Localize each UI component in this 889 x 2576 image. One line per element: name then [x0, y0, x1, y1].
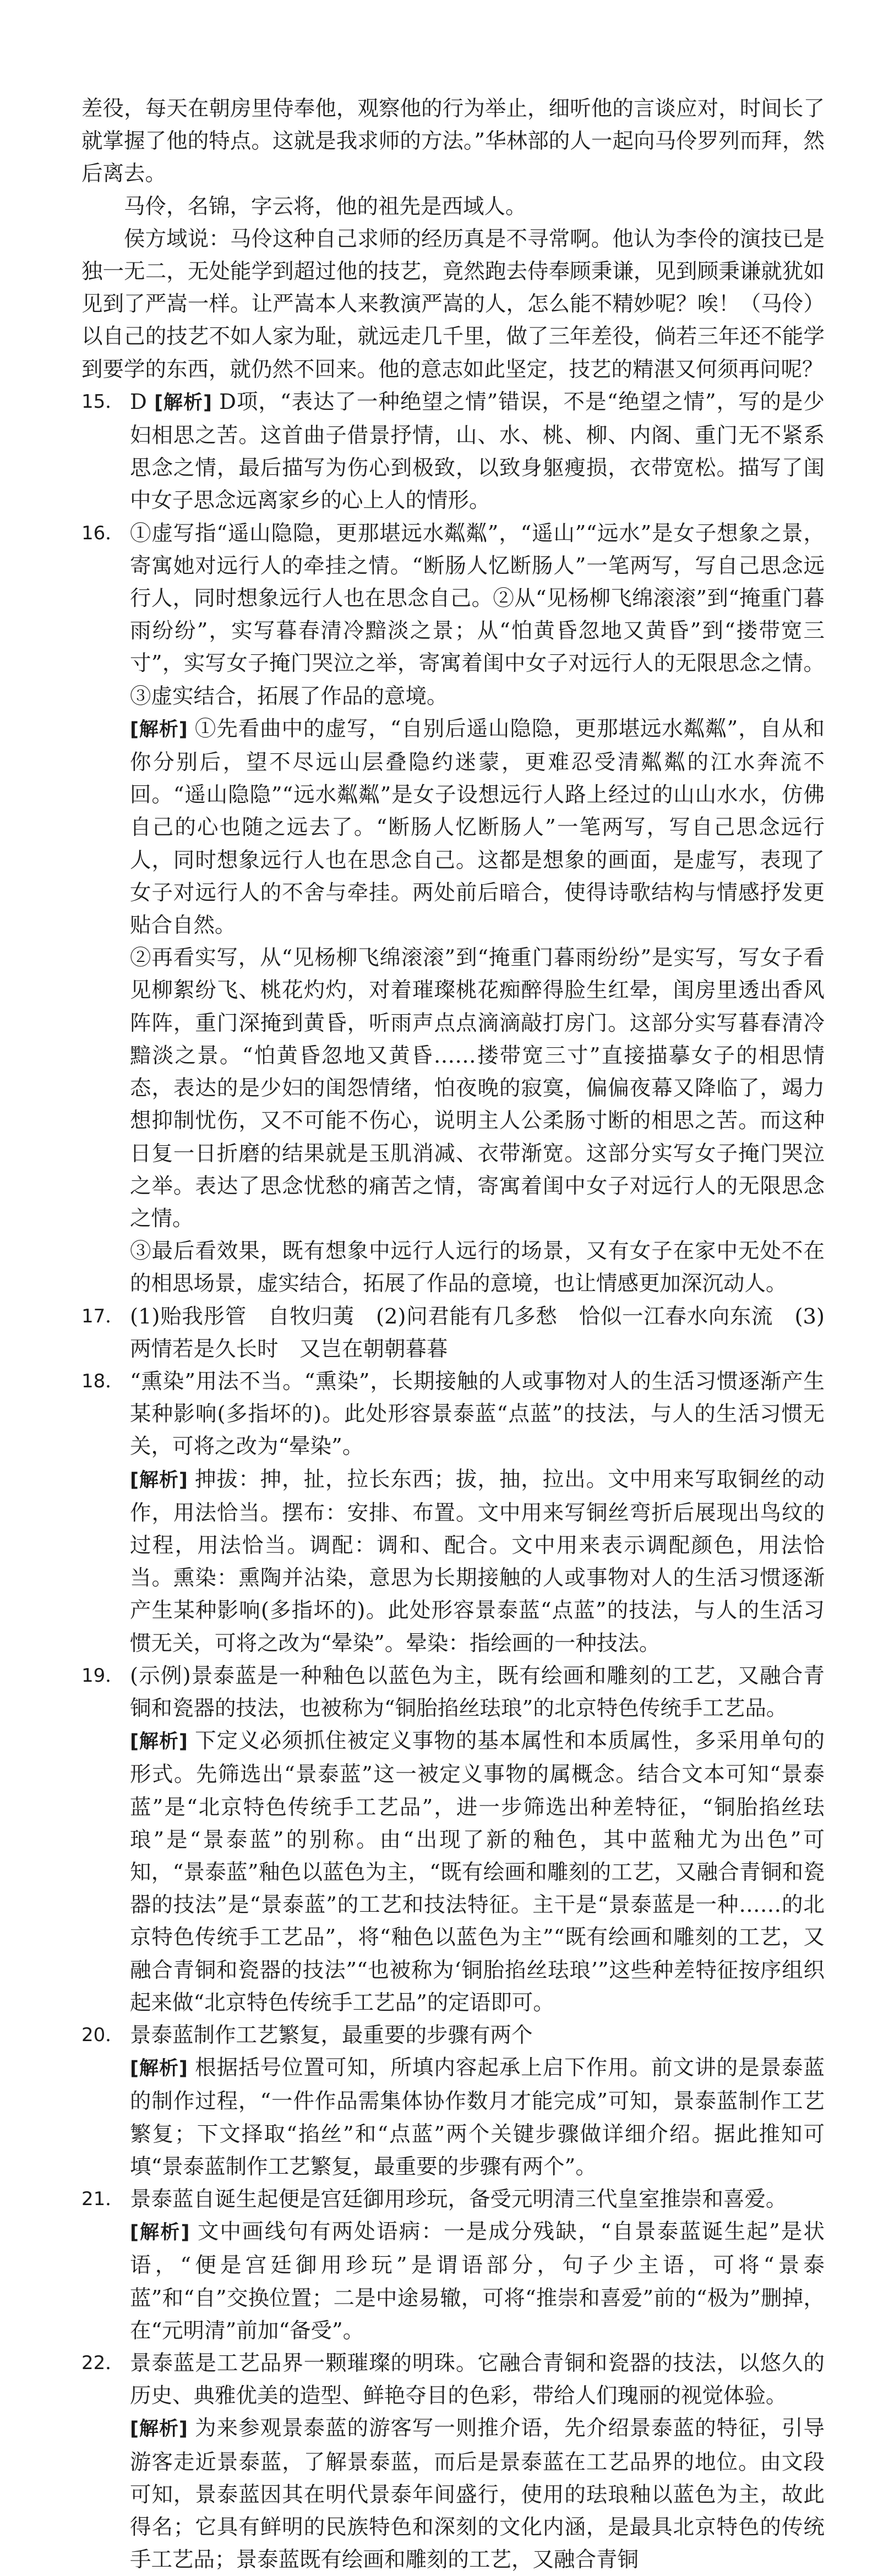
answer-18-paragraph [81, 1365, 825, 1463]
answer-20-paragraph [81, 2052, 825, 2183]
analysis-tag: [解析] [130, 1469, 188, 1491]
analysis-tag: [解析] [130, 2418, 188, 2441]
answer-page [81, 92, 825, 2576]
answer-text: ①虚写指“遥山隐隐，更那堪远水粼粼”，“遥山”“远水”是女子想象之景，寄寓她对远行人的牵挂之情。“断肠人忆断肠人”一笔两写，写自己思念远行人，同时想象远行人也在思念自己。②从“见杨柳飞绵滚滚”到“掩重门暮雨纷纷”，实写暮春清冷黯淡之景；从“怕黄昏忽地又黄昏”到“搂带宽三寸”，实写女子掩门哭泣之举，寄寓着闺中女子对远行人的无限思念之情。③虚实结合，拓展了作品的意境。 [130, 521, 825, 709]
analysis-tag: [解析] [154, 391, 212, 414]
answer-text: ③最后看效果，既有想象中远行人远行的场景，又有女子在家中无处不在的相思场景，虚实结合，拓展了作品的意境，也让情感更加深沉动人。 [130, 1239, 825, 1297]
answer-16-paragraph [81, 713, 825, 942]
analysis-tag: [解析] [130, 1731, 188, 1753]
answer-text: ②再看实写，从“见杨柳飞绵滚滚”到“掩重门暮雨纷纷”是实写，写女子看见柳絮纷飞、桃花灼灼，对着璀璨桃花痴醉得脸生红晕，闺房里透出香风阵阵，重门深掩到黄昏，听雨声点点滴滴敲打房门。这部分实写暮春清冷黯淡之景。“怕黄昏忽地又黄昏……搂带宽三寸”直接描摹女子的相思情态，表达的是少妇的闺怨情绪，怕夜晚的寂寞，偏偏夜幕又降临了，竭力想抑制忧伤，又不可能不伤心，说明主人公柔肠寸断的相思之苦。而这种日复一日折磨的结果就是玉肌消减、衣带渐宽。这部分实写女子掩门哭泣之举。表达了思念忧愁的痛苦之情，寄寓着闺中女子对远行人的无限思念之情。 [130, 945, 825, 1231]
question-number: 18． [81, 1370, 124, 1392]
answer-text: 根据括号位置可知，所填内容起承上启下作用。前文讲的是景泰蓝的制作过程，“一件作品需集体协作数月才能完成”可知，景泰蓝制作工艺繁复；下文择取“掐丝”和“点蓝”两个关键步骤做详细介绍。据此推知可填“景泰蓝制作工艺繁复，最重要的步骤有两个”。 [130, 2055, 825, 2179]
intro-paragraph-1: 差役，每天在朝房里侍奉他，观察他的行为举止，细听他的言谈应对，时间长了就掌握了他的特点。这就是我求师的方法。”华林部的人一起向马伶罗列而拜，然后离去。 [81, 96, 825, 187]
analysis-tag: [解析] [130, 2222, 190, 2244]
question-number: 21． [81, 2188, 124, 2210]
answer-19-paragraph [81, 1725, 825, 2019]
answer-22-paragraph [81, 2347, 825, 2412]
answer-choice: D [130, 389, 155, 414]
intro-paragraph-3: 侯方域说：马伶这种自己求师的经历真是不寻常啊。他认为李伶的演技已是独一无二，无处能学到超过他的技艺，竟然跑去侍奉顾秉谦，见到顾秉谦就犹如见到了严嵩一样。让严嵩本人来教演严嵩的人，怎么能不精妙呢？唉！（马伶）以自己的技艺不如人家为耻，就远走几千里，做了三年差役，倘若三年还不能学到要学的东西，就仍然不回来。他的意志如此坚定，技艺的精湛又何须再问呢？ [81, 226, 825, 382]
answer-16-paragraph [81, 942, 825, 1235]
answer-19-paragraph [81, 1660, 825, 1725]
answer-16-paragraph [81, 1235, 825, 1300]
answer-text: D项，“表达了一种绝望之情”错误，不是“绝望之情”，写的是少妇相思之苦。这首曲子借景抒情，山、水、桃、柳、内阁、重门无不紧系思念之情，最后描写为伤心到极致，以致身躯瘦损，衣带宽松。描写了闺中女子思念远离家乡的心上人的情形。 [130, 389, 825, 513]
answer-22-paragraph [81, 2412, 825, 2576]
answer-text: ①先看曲中的虚写，“自别后遥山隐隐，更那堪远水粼粼”，自从和你分别后，望不尽远山层叠隐约迷蒙，更难忍受清粼粼的江水奔流不回。“遥山隐隐”“远水粼粼”是女子设想远行人路上经过的山山水水，仿佛自己的心也随之远去了。“断肠人忆断肠人”一笔两写，写自己思念远行人，同时想象远行人也在思念自己。这都是想象的画面，是虚写，表现了女子对远行人的不舍与牵挂。两处前后暗合，使得诗歌结构与情感抒发更贴合自然。 [130, 716, 825, 938]
answer-text: (1)贻我彤管 自牧归荑 (2)问君能有几多愁 恰似一江春水向东流 (3)两情若是久长时 又岂在朝朝暮暮 [130, 1304, 825, 1361]
answer-15-paragraph [81, 386, 825, 517]
answer-17-paragraph [81, 1300, 825, 1365]
answer-text: 景泰蓝是工艺品界一颗璀璨的明珠。它融合青铜和瓷器的技法，以悠久的历史、典雅优美的造型、鲜艳夺目的色彩，带给人们瑰丽的视觉体验。 [130, 2351, 825, 2409]
answer-text: 景泰蓝自诞生起便是宫廷御用珍玩，备受元明清三代皇室推崇和喜爱。 [130, 2187, 787, 2212]
answer-18-paragraph [81, 1463, 825, 1660]
question-number: 22． [81, 2352, 124, 2375]
question-number: 15． [81, 390, 124, 413]
question-number: 20． [81, 2023, 124, 2046]
answer-text: (示例)景泰蓝是一种釉色以蓝色为主，既有绘画和雕刻的工艺，又融合青铜和瓷器的技法，也被称为“铜胎掐丝珐琅”的北京特色传统手工艺品。 [130, 1663, 825, 1721]
answer-20-paragraph [81, 2019, 825, 2052]
answer-text: “熏染”用法不当。“熏染”，长期接触的人或事物对人的生活习惯逐渐产生某种影响(多指坏的)。此处形容景泰蓝“点蓝”的技法，与人的生活习惯无关，可将之改为“晕染”。 [130, 1369, 825, 1459]
answer-text: 下定义必须抓住被定义事物的基本属性和本质属性，多采用单句的形式。先筛选出“景泰蓝”这一被定义事物的属概念。结合文本可知“景泰蓝”是“北京特色传统手工艺品”，进一步筛选出种差特征，“铜胎掐丝珐琅”是“景泰蓝”的别称。由“出现了新的釉色，其中蓝釉尤为出色”可知，“景泰蓝”釉色以蓝色为主，“既有绘画和雕刻的工艺，又融合青铜和瓷器的技法”是“景泰蓝”的工艺和技法特征。主干是“景泰蓝是一种……的北京特色传统手工艺品”，将“釉色以蓝色为主”“既有绘画和雕刻的工艺，又融合青铜和瓷器的技法”“也被称为‘铜胎掐丝珐琅’”这些种差特征按序组织起来做“北京特色传统手工艺品”的定语即可。 [130, 1729, 825, 2015]
answer-21-paragraph [81, 2183, 825, 2216]
analysis-tag: [解析] [130, 718, 188, 741]
answer-16-paragraph [81, 517, 825, 713]
answer-21-paragraph [81, 2216, 825, 2347]
answer-text: 抻拔：抻，扯，拉长东西；拔，抽，拉出。文中用来写取铜丝的动作，用法恰当。摆布：安排、布置。文中用来写铜丝弯折后展现出鸟纹的过程，用法恰当。调配：调和、配合。文中用来表示调配颜色，用法恰当。熏染：熏陶并沾染，意思为长期接触的人或事物对人的生活习惯逐渐产生某种影响(多指坏的)。此处形容景泰蓝“点蓝”的技法，与人的生活习惯无关，可将之改为“晕染”。晕染：指绘画的一种技法。 [130, 1467, 825, 1656]
answer-list [81, 386, 825, 2576]
question-number: 19． [81, 1664, 124, 1687]
question-number: 16． [81, 522, 124, 544]
intro-paragraph-2: 马伶，名锦，字云将，他的祖先是西域人。 [124, 194, 527, 219]
analysis-tag: [解析] [130, 2058, 188, 2080]
answer-text: 文中画线句有两处语病：一是成分残缺，“自景泰蓝诞生起”是状语，“便是宫廷御用珍玩”是谓语部分，句子少主语，可将“景泰蓝”和“自”交换位置；二是中途易辙，可将“推崇和喜爱”前的“极为”删掉，在“元明清”前加“备受”。 [130, 2219, 825, 2343]
answer-text: 景泰蓝制作工艺繁复，最重要的步骤有两个 [130, 2022, 533, 2048]
answer-text: 为来参观景泰蓝的游客写一则推介语，先介绍景泰蓝的特征，引导游客走近景泰蓝，了解景泰蓝，而后是景泰蓝在工艺品界的地位。由文段可知，景泰蓝因其在明代景泰年间盛行，使用的珐琅釉以蓝色为主，故此得名；它具有鲜明的民族特色和深刻的文化内涵，是最具北京特色的传统手工艺品；景泰蓝既有绘画和雕刻的工艺，又融合青铜 [130, 2416, 825, 2573]
question-number: 17． [81, 1305, 124, 1327]
